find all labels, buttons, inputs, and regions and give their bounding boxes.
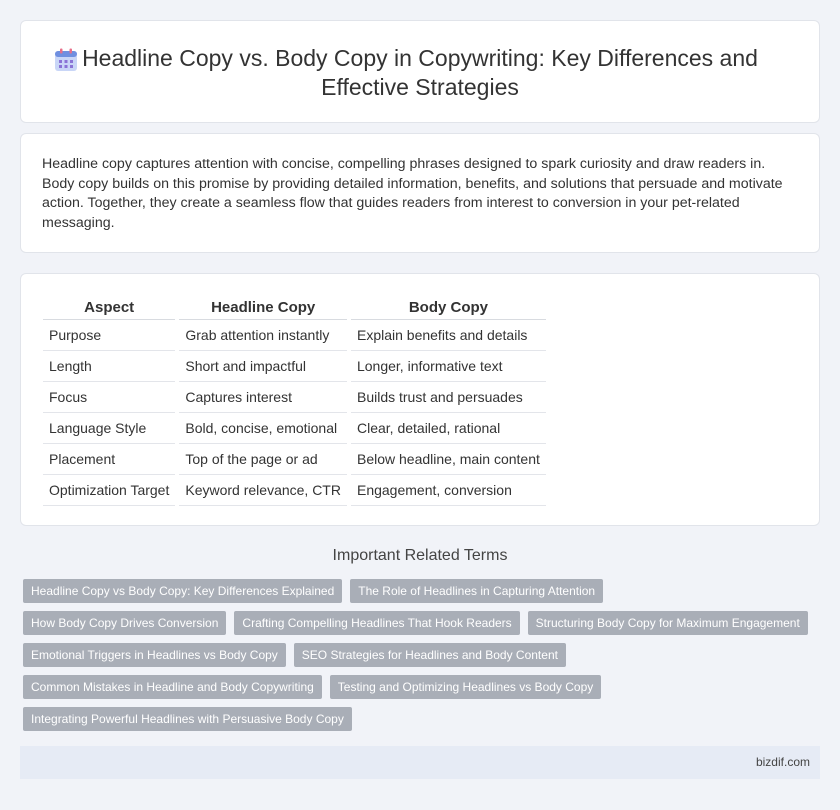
header-card (20, 20, 820, 123)
cell-headline: Captures interest (179, 381, 347, 412)
related-term-link[interactable]: Headline Copy vs Body Copy: Key Differences Explained (23, 579, 342, 603)
cell-headline: Top of the page or ad (179, 443, 347, 474)
related-term-link[interactable]: How Body Copy Drives Conversion (23, 611, 226, 635)
cell-headline: Short and impactful (179, 350, 347, 381)
cell-body: Clear, detailed, rational (351, 412, 546, 443)
cell-body: Longer, informative text (351, 350, 546, 381)
table-row (43, 443, 546, 474)
related-term-link[interactable]: Structuring Body Copy for Maximum Engagement (528, 611, 808, 635)
related-terms-list (23, 579, 813, 731)
table-row (43, 412, 546, 443)
intro-paragraph: Headline copy captures attention with concise, compelling phrases designed to spark curiosity and draw readers in. Body copy builds on this promise by providing detailed information, benefits, and solutions that persuade and motivate action. Together, they create a seamless flow that guides readers from interest to conversion in your pet-related messaging. (42, 156, 783, 231)
cell-body: Engagement, conversion (351, 474, 546, 505)
cell-aspect: Placement (43, 443, 175, 474)
cell-aspect: Length (43, 350, 175, 381)
related-term-link[interactable]: Integrating Powerful Headlines with Persuasive Body Copy (23, 707, 352, 731)
page-title: Headline Copy vs. Body Copy in Copywriting: Key Differences and Effective Strategies (82, 45, 758, 100)
cell-aspect: Purpose (43, 319, 175, 350)
table-row (43, 381, 546, 412)
cell-aspect: Focus (43, 381, 175, 412)
cell-aspect: Language Style (43, 412, 175, 443)
cell-aspect: Optimization Target (43, 474, 175, 505)
related-term-link[interactable]: Emotional Triggers in Headlines vs Body Copy (23, 643, 286, 667)
table-header-row (43, 295, 546, 319)
header-headline-copy: Headline Copy (179, 295, 347, 319)
cell-headline: Bold, concise, emotional (179, 412, 347, 443)
cell-headline: Keyword relevance, CTR (179, 474, 347, 505)
intro-card (20, 133, 820, 253)
related-term-link[interactable]: Testing and Optimizing Headlines vs Body Copy (330, 675, 601, 699)
related-term-link[interactable]: Common Mistakes in Headline and Body Copywriting (23, 675, 322, 699)
header-body-copy: Body Copy (351, 295, 546, 319)
cell-body: Below headline, main content (351, 443, 546, 474)
related-terms-title: Important Related Terms (332, 547, 508, 564)
footer-site-link[interactable]: bizdif.com (755, 755, 810, 769)
table-row (43, 319, 546, 350)
cell-body: Builds trust and persuades (351, 381, 546, 412)
table-row (43, 350, 546, 381)
related-term-link[interactable]: The Role of Headlines in Capturing Attention (350, 579, 603, 603)
related-term-link[interactable]: SEO Strategies for Headlines and Body Content (294, 643, 566, 667)
cell-headline: Grab attention instantly (179, 319, 347, 350)
comparison-table (43, 295, 546, 506)
table-row (43, 474, 546, 505)
cell-body: Explain benefits and details (351, 319, 546, 350)
header-aspect: Aspect (43, 295, 175, 319)
comparison-card (20, 273, 820, 526)
footer (20, 746, 820, 779)
related-term-link[interactable]: Crafting Compelling Headlines That Hook Readers (234, 611, 519, 635)
